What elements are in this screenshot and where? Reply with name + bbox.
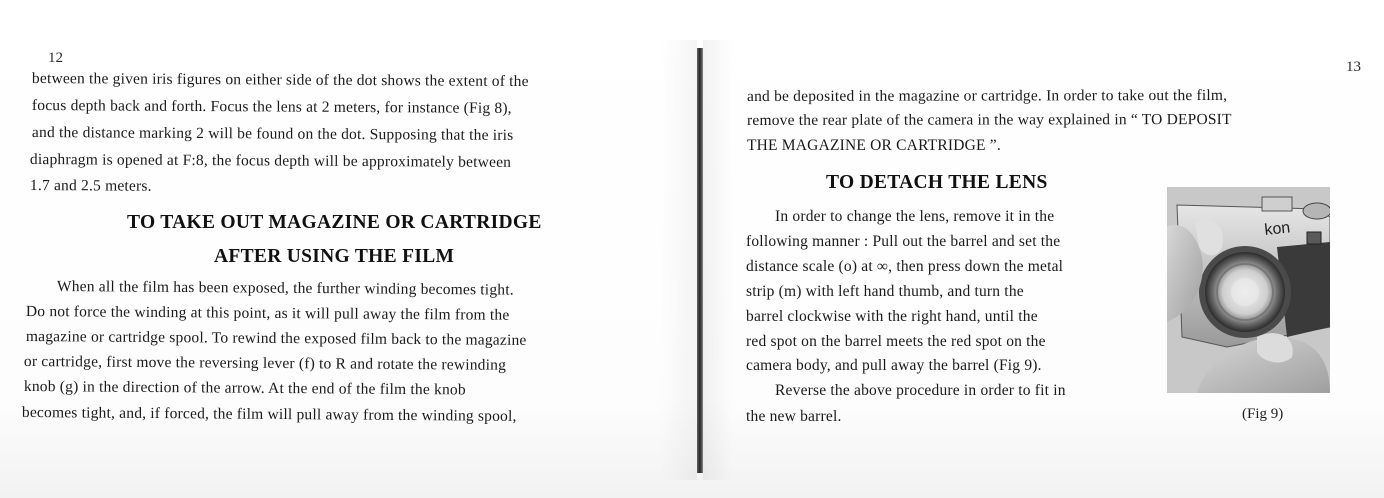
- paragraph-line: 1.7 and 2.5 meters.: [29, 177, 152, 195]
- paragraph-line: Reverse the above procedure in order to fit in: [775, 382, 1066, 399]
- paragraph-line: strip (m) with left hand thumb, and turn the: [746, 283, 1024, 300]
- paragraph-line: knob (g) in the direction of the arrow. At the end of the film the knob: [23, 378, 466, 399]
- paragraph-line: the new barrel.: [746, 408, 842, 425]
- paragraph-line: red spot on the barrel meets the red spot on the: [746, 333, 1046, 350]
- paragraph-line: diaphragm is opened at F:8, the focus depth will be approximately between: [29, 151, 512, 171]
- paragraph-line: or cartridge, first move the reversing lever (f) to R and rotate the rewinding: [23, 353, 507, 374]
- paragraph-line: between the given iris figures on either side of the dot shows the extent of the: [31, 70, 529, 91]
- figure-caption: (Fig 9): [1242, 406, 1284, 422]
- paragraph-line: In order to change the lens, remove it in the: [775, 208, 1055, 225]
- paragraph-line: Do not force the winding at this point, as it will pull away the film from the: [25, 303, 510, 324]
- camera-lens-illustration: [1167, 187, 1330, 393]
- paragraph-line: THE MAGAZINE OR CARTRIDGE ”.: [747, 137, 1001, 154]
- svg-text:kon: kon: [1263, 219, 1292, 239]
- paragraph-line: distance scale (o) at ∞, then press down the metal: [746, 258, 1064, 275]
- book-gutter: [697, 48, 703, 473]
- paragraph-line: camera body, and pull away the barrel (Fig 9).: [746, 357, 1042, 374]
- paragraph-line: following manner : Pull out the barrel and set the: [746, 233, 1061, 250]
- paragraph-line: and the distance marking 2 will be found on the dot. Supposing that the iris: [31, 124, 514, 144]
- paragraph-line: becomes tight, and, if forced, the film will pull away from the winding spool,: [21, 404, 517, 425]
- page-number-right: 13: [1346, 59, 1361, 75]
- section-heading: AFTER USING THE FILM: [214, 246, 455, 267]
- paragraph-line: and be deposited in the magazine or cartridge. In order to take out the film,: [747, 86, 1228, 105]
- section-heading: TO TAKE OUT MAGAZINE OR CARTRIDGE: [127, 212, 542, 233]
- paragraph-line: When all the film has been exposed, the further winding becomes tight.: [56, 278, 514, 299]
- figure-9-photo: [1167, 187, 1330, 393]
- page-number-left: 12: [48, 50, 63, 66]
- paragraph-line: barrel clockwise with the right hand, until the: [746, 308, 1038, 325]
- gutter-shadow-right: [703, 40, 733, 480]
- paragraph-line: focus depth back and forth. Focus the lens at 2 meters, for instance (Fig 8),: [31, 97, 512, 117]
- paragraph-line: magazine or cartridge spool. To rewind the exposed film back to the magazine: [25, 328, 527, 349]
- section-heading: TO DETACH THE LENS: [826, 172, 1048, 193]
- gutter-shadow-left: [660, 40, 697, 480]
- paragraph-line: remove the rear plate of the camera in the way explained in “ TO DEPOSIT: [747, 110, 1232, 129]
